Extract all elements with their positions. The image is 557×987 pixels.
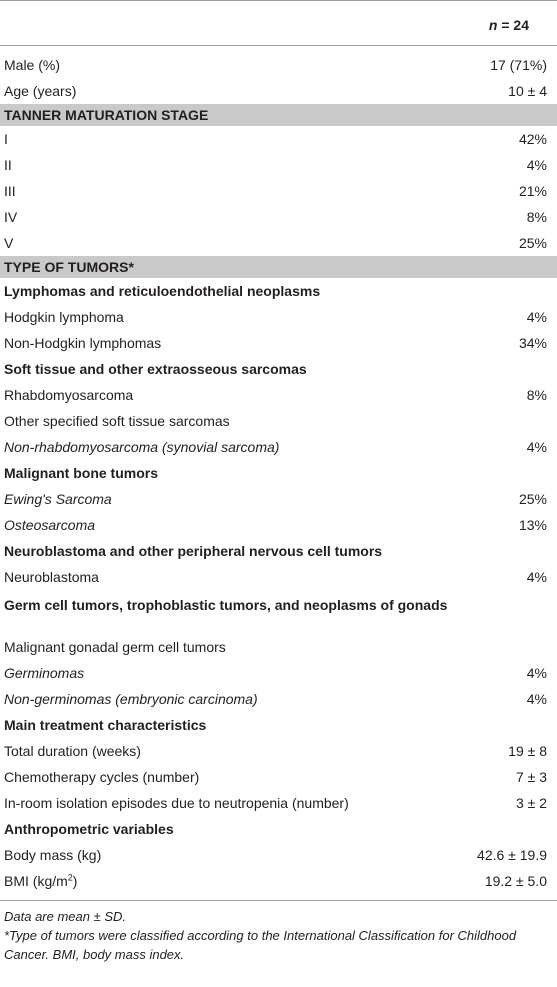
section-tumors: [0, 256, 557, 278]
top-rule: [0, 0, 557, 1]
sample-size-header: n = 24: [488, 16, 529, 33]
table-row-body-mass: Body mass (kg) 42.6 ± 19.9: [4, 846, 547, 863]
table-footnotes: [0, 901, 557, 964]
table-row: Neuroblastoma 4%: [4, 568, 547, 585]
group-germ-cell: Germ cell tumors, trophoblastic tumors, and neoplasms of gonads: [4, 597, 448, 613]
row-label: Age (years): [4, 82, 77, 99]
section-title: TANNER MATURATION STAGE: [4, 106, 209, 123]
group-bone: Malignant bone tumors: [4, 464, 158, 481]
section-title: TYPE OF TUMORS*: [4, 258, 134, 275]
group-soft-tissue: Soft tissue and other extraosseous sarcomas: [4, 360, 307, 377]
table-row: Ewing's Sarcoma 25%: [4, 490, 547, 507]
group-anthropometric: Anthropometric variables: [4, 820, 174, 837]
table-row: II 4%: [4, 156, 547, 173]
table-row-male: [0, 52, 557, 78]
table-row: Hodgkin lymphoma 4%: [4, 308, 547, 325]
table-row: Other specified soft tissue sarcomas: [4, 412, 230, 429]
table-row: Malignant gonadal germ cell tumors: [4, 638, 226, 655]
table-row: Total duration (weeks) 19 ± 8: [4, 742, 547, 759]
table-row: Non-Hodgkin lymphomas 34%: [4, 334, 547, 351]
footnote-data-mean: Data are mean ± SD.: [4, 909, 127, 924]
section-tanner: [0, 104, 557, 126]
table-row: III 21%: [4, 182, 547, 199]
table-row-age: [0, 78, 557, 104]
table-row-bmi: BMI $(kg/m^2)$ 19.2 ± 5.0: [0, 868, 557, 894]
footnote-tumor-classification: *Type of tumors were classified according to the International Classification for Childhood Cancer. BMI, body mass index.: [4, 928, 517, 962]
table-row: IV 8%: [4, 208, 547, 225]
table-row: In-room isolation episodes due to neutropenia (number) 3 ± 2: [4, 794, 547, 811]
group-treatment: Main treatment characteristics: [4, 716, 207, 733]
table-row: Rhabdomyosarcoma 8%: [4, 386, 547, 403]
group-neuroblastoma: Neuroblastoma and other peripheral nervous cell tumors: [4, 542, 383, 559]
table-row: Non-rhabdomyosarcoma (synovial sarcoma) 4%: [4, 438, 547, 455]
table-row: I 42%: [4, 130, 547, 147]
row-label: Male (%): [4, 56, 61, 73]
table-row: Chemotherapy cycles (number) 7 ± 3: [4, 768, 547, 785]
table-row: Non-germinomas (embryonic carcinoma) 4%: [4, 690, 547, 707]
row-value: 17 (71%): [490, 56, 547, 73]
table-row: Germinomas 4%: [4, 664, 547, 681]
table-header: [0, 5, 557, 45]
table-row: Osteosarcoma 13%: [4, 516, 547, 533]
table-row: V 25%: [4, 234, 547, 251]
bmi-label: BMI $(kg/m^2)$: [4, 871, 78, 889]
row-value: 10 ± 4: [508, 82, 547, 99]
group-lymphomas: Lymphomas and reticuloendothelial neoplasms: [4, 282, 321, 299]
